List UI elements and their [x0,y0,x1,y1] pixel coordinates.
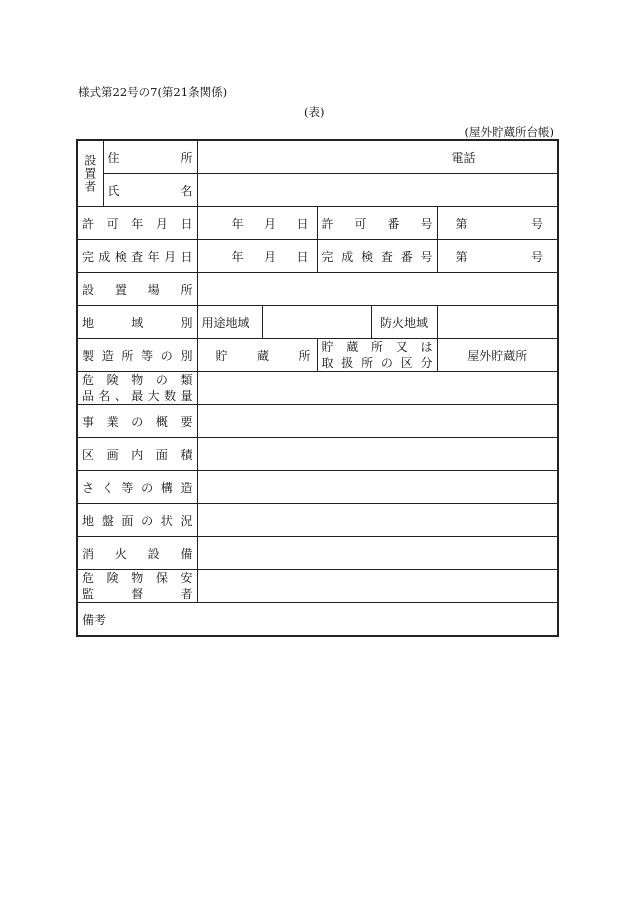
address-label: 住 所 [103,140,197,174]
go-unit: 号 [530,216,543,231]
installer-group-label: 設置者 [77,140,103,207]
installer-address-row [77,140,558,174]
facility-type-label: 製造所等の別 [77,339,197,372]
year-unit: 年 [231,216,244,231]
name-field[interactable] [197,174,558,207]
ground-label: 地盤面の状況 [77,504,197,537]
fence-field[interactable] [197,471,558,504]
dai-unit: 第 [455,249,468,264]
supervisor-row [77,570,558,603]
installer-name-row [77,174,558,207]
business-row [77,405,558,438]
ledger-form-table [76,139,559,637]
remarks-label: 備考 [82,612,107,627]
fence-label: さく等の構造 [77,471,197,504]
supervisor-label: 危険物保安 監督者 [77,570,197,603]
day-unit: 日 [296,216,309,231]
fire-equipment-field[interactable] [197,537,558,570]
use-zone-field[interactable] [262,306,371,339]
go-unit: 号 [530,249,543,264]
location-field[interactable] [197,273,558,306]
supervisor-field[interactable] [197,570,558,603]
zone-label: 地域別 [77,306,197,339]
permit-number-field[interactable] [437,207,558,240]
remarks-field[interactable] [77,603,558,637]
hazmat-row [77,372,558,405]
address-field[interactable] [197,140,558,174]
permit-date-label: 許可年月日 [77,207,197,240]
dai-unit: 第 [455,216,468,231]
hazmat-label: 危険物の類 品名、最大数量 [77,372,197,405]
inspection-number-label: 完成検査番号 [317,240,437,273]
use-zone-label: 用途地域 [197,306,262,339]
name-label: 氏 名 [103,174,197,207]
fire-zone-label: 防火地域 [371,306,437,339]
inspection-row [77,240,558,273]
fire-equipment-label: 消火設備 [77,537,197,570]
fire-equipment-row [77,537,558,570]
month-unit: 月 [263,216,276,231]
inspection-date-label: 完成検査年月日 [77,240,197,273]
fence-row [77,471,558,504]
area-row [77,438,558,471]
permit-date-field[interactable] [197,207,317,240]
phone-label: 電話 [451,150,476,165]
form-number: 様式第22号の7(第21条関係) [78,85,228,99]
business-label: 事業の概要 [77,405,197,438]
ledger-title: (屋外貯蔵所台帳) [464,125,554,139]
location-label: 設置場所 [77,273,197,306]
facility-class-label: 貯蔵所又は 取扱所の区分 [317,339,437,372]
ground-row [77,504,558,537]
facility-type-value: 貯 蔵 所 [197,339,317,372]
remarks-row [77,603,558,637]
ground-field[interactable] [197,504,558,537]
location-row [77,273,558,306]
year-unit: 年 [231,249,244,264]
facility-class-value: 屋外貯蔵所 [437,339,558,372]
inspection-date-field[interactable] [197,240,317,273]
facility-row [77,339,558,372]
permit-number-label: 許可番号 [317,207,437,240]
permit-row [77,207,558,240]
sheet-label: (表) [304,105,325,119]
fire-zone-field[interactable] [437,306,558,339]
zone-row [77,306,558,339]
hazmat-field[interactable] [197,372,558,405]
day-unit: 日 [296,249,309,264]
inspection-number-field[interactable] [437,240,558,273]
business-field[interactable] [197,405,558,438]
area-label: 区画内面積 [77,438,197,471]
month-unit: 月 [263,249,276,264]
area-field[interactable] [197,438,558,471]
